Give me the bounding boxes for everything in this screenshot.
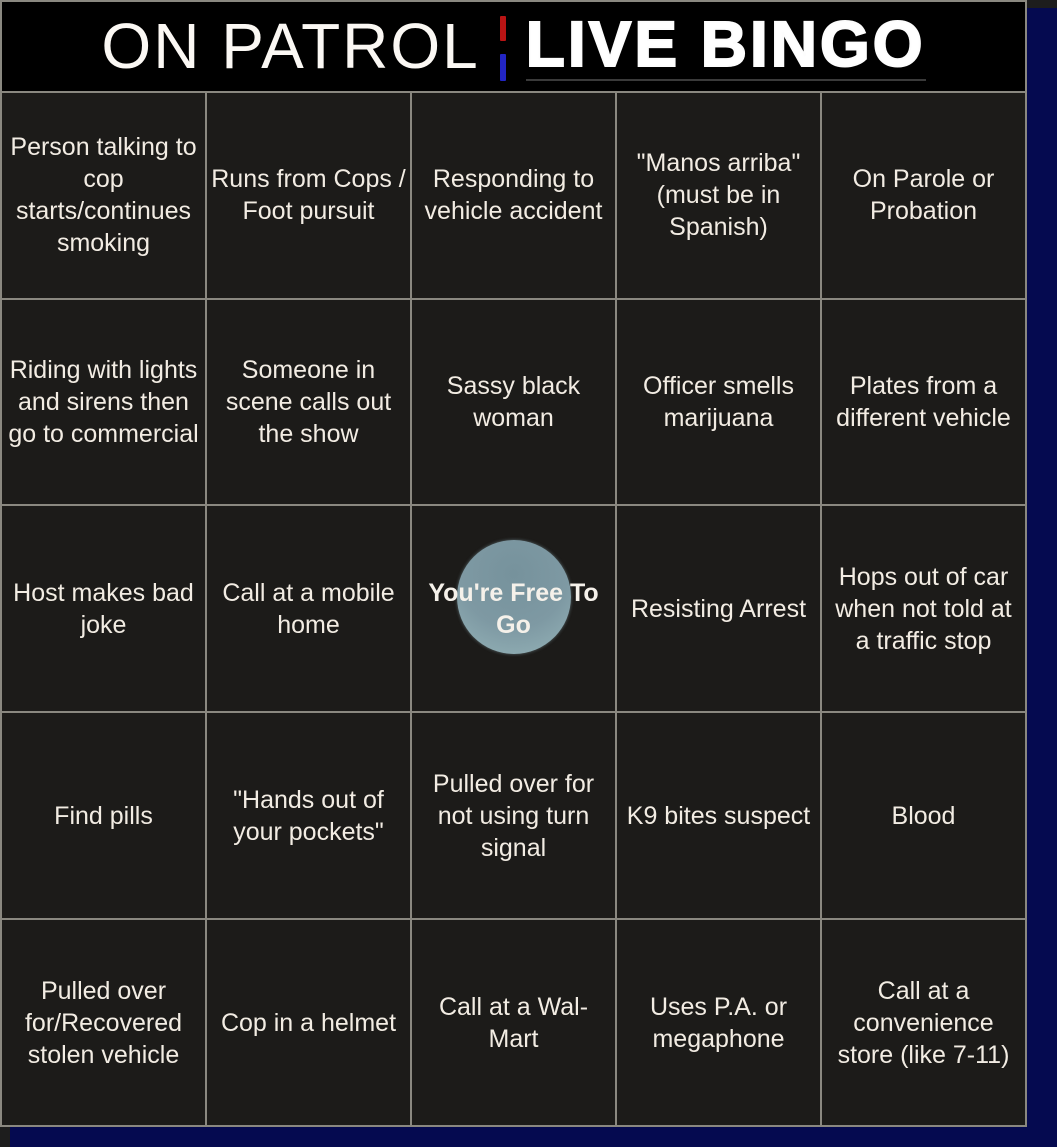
bingo-cell[interactable]: Someone in scene calls out the show bbox=[206, 299, 411, 506]
bingo-cell[interactable]: Runs from Cops / Foot pursuit bbox=[206, 92, 411, 299]
bingo-cell[interactable]: Blood bbox=[821, 712, 1026, 919]
free-space-label: You're Free To Go bbox=[428, 578, 599, 639]
bingo-row bbox=[1, 505, 1026, 712]
red-blue-colon-icon bbox=[500, 16, 506, 81]
brand-left-text: ON PATROL bbox=[101, 10, 480, 83]
bingo-cell[interactable]: Call at a Wal-Mart bbox=[411, 919, 616, 1126]
bingo-cell[interactable]: "Manos arriba" (must be in Spanish) bbox=[616, 92, 821, 299]
bingo-cell[interactable]: Responding to vehicle accident bbox=[411, 92, 616, 299]
bingo-cell[interactable]: "Hands out of your pockets" bbox=[206, 712, 411, 919]
bingo-cell[interactable]: Uses P.A. or megaphone bbox=[616, 919, 821, 1126]
bingo-cell[interactable]: Riding with lights and sirens then go to commercial bbox=[1, 299, 206, 506]
bingo-cell[interactable]: Hops out of car when not told at a traffic stop bbox=[821, 505, 1026, 712]
colon-red-dash bbox=[500, 16, 506, 41]
bingo-cell[interactable]: Resisting Arrest bbox=[616, 505, 821, 712]
bingo-cell[interactable]: On Parole or Probation bbox=[821, 92, 1026, 299]
bingo-cell-free-space[interactable] bbox=[411, 505, 616, 712]
colon-blue-dash bbox=[500, 54, 506, 81]
bingo-cell[interactable]: Cop in a helmet bbox=[206, 919, 411, 1126]
bingo-row bbox=[1, 92, 1026, 299]
on-patrol-live-logo bbox=[2, 9, 1025, 83]
title-row bbox=[1, 1, 1026, 92]
bingo-cell[interactable]: Call at a convenience store (like 7-11) bbox=[821, 919, 1026, 1126]
bingo-row bbox=[1, 299, 1026, 506]
bingo-cell[interactable]: Sassy black woman bbox=[411, 299, 616, 506]
board-title bbox=[1, 1, 1026, 92]
bingo-cell[interactable]: Call at a mobile home bbox=[206, 505, 411, 712]
bingo-cell[interactable]: Host makes bad joke bbox=[1, 505, 206, 712]
bingo-row bbox=[1, 919, 1026, 1126]
bingo-row bbox=[1, 712, 1026, 919]
brand-right-text: LIVE BINGO bbox=[525, 8, 926, 81]
bingo-cell[interactable]: Find pills bbox=[1, 712, 206, 919]
bingo-cell[interactable]: Plates from a different vehicle bbox=[821, 299, 1026, 506]
bingo-cell[interactable]: Person talking to cop starts/continues smoking bbox=[1, 92, 206, 299]
bingo-cell[interactable]: K9 bites suspect bbox=[616, 712, 821, 919]
bingo-cell[interactable]: Officer smells marijuana bbox=[616, 299, 821, 506]
bingo-cell[interactable]: Pulled over for/Recovered stolen vehicle bbox=[1, 919, 206, 1126]
bingo-cell[interactable]: Pulled over for not using turn signal bbox=[411, 712, 616, 919]
